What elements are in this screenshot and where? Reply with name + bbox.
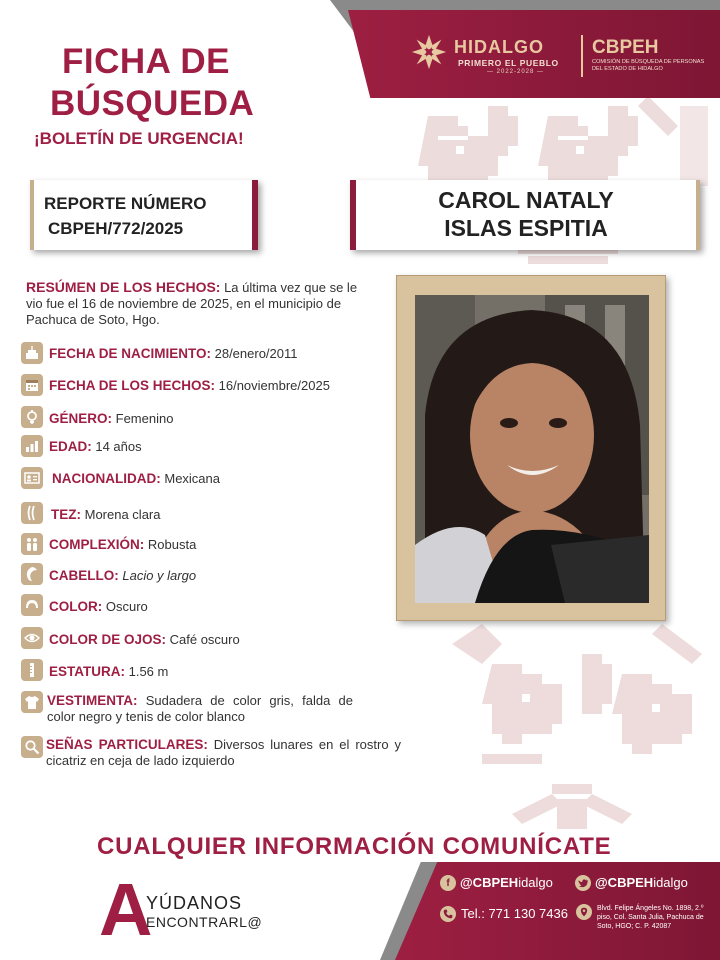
phone-icon[interactable]	[440, 906, 456, 922]
missing-person-photo	[415, 295, 649, 603]
fact-nationality: NACIONALIDAD: Mexicana	[52, 471, 220, 486]
page-title-line1: FICHA DE	[62, 42, 230, 81]
fact-skin: TEZ: Morena clara	[51, 507, 161, 522]
brand-line1: YÚDANOS	[146, 893, 243, 913]
cake-icon	[21, 342, 43, 364]
decorative-bird-pattern-bottom	[452, 614, 720, 844]
fact-distinguishing-marks: SEÑAS PARTICULARES: Diversos lunares en el rostro y cicatriz en ceja de lado izquierdo	[46, 737, 401, 768]
phone-number[interactable]: Tel.: 771 130 7436	[461, 906, 568, 921]
id-card-icon	[21, 467, 43, 489]
fact-height: ESTATURA: 1.56 m	[49, 664, 169, 679]
hidalgo-flower-logo-icon	[410, 33, 448, 71]
twitter-handle[interactable]: @CBPEHidalgo	[595, 875, 688, 890]
fact-gender: GÉNERO: Femenino	[49, 411, 174, 426]
person-name-line1: CAROL NATALY	[438, 187, 614, 213]
person-name-box	[350, 180, 700, 250]
hidalgo-logo-name: HIDALGO	[454, 37, 544, 57]
brand-letter: A	[99, 868, 153, 951]
report-number-box	[30, 180, 258, 250]
facebook-icon[interactable]: f	[440, 875, 456, 891]
ruler-icon	[21, 659, 43, 681]
fact-event-date: FECHA DE LOS HECHOS: 16/noviembre/2025	[49, 378, 330, 393]
hidalgo-logo-years: — 2022-2028 —	[487, 69, 545, 75]
facebook-handle[interactable]: @CBPEHidalgo	[460, 875, 553, 890]
fact-hair: CABELLO: Lacio y largo	[49, 568, 197, 583]
twitter-icon[interactable]	[575, 875, 591, 891]
report-number: CBPEH/772/2025	[48, 219, 184, 238]
fact-birth-date: FECHA DE NACIMIENTO: 28/enero/2011	[49, 346, 298, 361]
body-icon	[21, 533, 43, 555]
hidalgo-logo-tagline: PRIMERO EL PUEBLO	[458, 58, 559, 68]
fact-build: COMPLEXIÓN: Robusta	[49, 537, 197, 552]
summary-text: La última vez que se le vio fue el 16 de noviembre de 2025, en el municipio de Pachuca de Soto, Hgo.	[26, 280, 358, 327]
logo-divider	[581, 35, 583, 77]
fact-eye-color: COLOR DE OJOS: Café oscuro	[49, 632, 240, 647]
calendar-icon	[21, 374, 43, 396]
summary-label: RESÚMEN DE LOS HECHOS:	[26, 279, 221, 295]
person-name-line2: ISLAS ESPITIA	[444, 215, 608, 241]
hair-color-icon	[21, 594, 43, 616]
shirt-icon	[21, 691, 43, 713]
gender-icon	[21, 406, 43, 428]
fact-age: EDAD: 14 años	[49, 439, 142, 454]
page-title-line2: BÚSQUEDA	[50, 84, 255, 123]
call-to-action: CUALQUIER INFORMACIÓN COMUNÍCATE	[97, 833, 612, 860]
fact-clothing: VESTIMENTA: Sudadera de color gris, falda de color negro y tenis de color blanco	[47, 693, 353, 724]
photo-frame	[396, 275, 666, 621]
report-label: REPORTE NÚMERO	[44, 194, 207, 213]
location-icon	[576, 904, 592, 920]
cbpeh-logo-name: CBPEH	[592, 37, 659, 58]
brand-line2: ENCONTRARL@	[146, 914, 263, 930]
summary-of-facts	[26, 279, 366, 328]
skin-icon	[21, 502, 43, 524]
hair-icon	[21, 563, 43, 585]
office-address: Blvd. Felipe Ángeles No. 1898, 2.º piso, Col. Santa Julia, Pachuca de Soto, HGO; C. P. 42087	[597, 905, 704, 930]
urgency-subtitle: ¡BOLETÍN DE URGENCIA!	[34, 129, 244, 148]
cbpeh-logo-subtitle: COMISIÓN DE BÚSQUEDA DE PERSONAS DEL ESTADO DE HIDALGO	[592, 59, 705, 72]
eye-icon	[21, 627, 43, 649]
magnifier-icon	[21, 736, 43, 758]
fact-hair-color: COLOR: Oscuro	[49, 599, 148, 614]
age-chart-icon	[21, 435, 43, 457]
